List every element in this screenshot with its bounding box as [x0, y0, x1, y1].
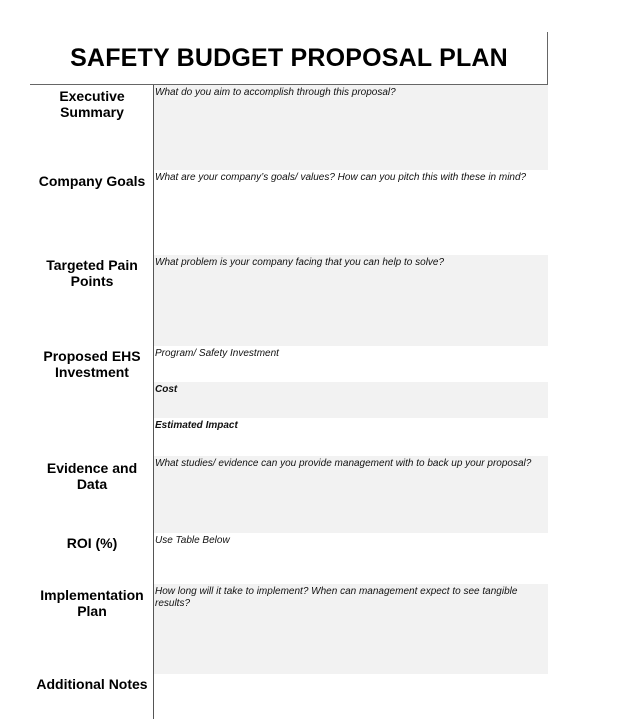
- additional-notes-label: Additional Notes: [36, 676, 148, 692]
- roi-label: ROI (%): [66, 535, 118, 551]
- ehs-investment-label: Proposed EHS Investment: [43, 348, 141, 380]
- company-goals-label: Company Goals: [38, 173, 146, 189]
- executive-summary-field[interactable]: What do you aim to accomplish through this proposal?: [154, 85, 548, 170]
- roi-field[interactable]: Use Table Below: [155, 535, 230, 546]
- ehs-program-field[interactable]: Program/ Safety Investment: [155, 348, 279, 359]
- page-title: SAFETY BUDGET PROPOSAL PLAN: [70, 44, 508, 72]
- ehs-impact-field[interactable]: Estimated Impact: [155, 420, 238, 431]
- ehs-cost-field[interactable]: Cost: [154, 382, 548, 418]
- pain-points-label: Targeted Pain Points: [46, 257, 138, 289]
- pain-points-field[interactable]: What problem is your company facing that you can help to solve?: [154, 255, 548, 346]
- additional-notes-field[interactable]: [154, 674, 548, 719]
- implementation-label: Implementation Plan: [40, 587, 144, 619]
- executive-summary-label: Executive Summary: [59, 88, 125, 120]
- evidence-field[interactable]: What studies/ evidence can you provide management with to back up your proposal?: [154, 456, 548, 533]
- evidence-label: Evidence and Data: [46, 460, 138, 492]
- implementation-field[interactable]: How long will it take to implement? When can management expect to see tangible results?: [154, 584, 548, 674]
- company-goals-field[interactable]: What are your company’s goals/ values? How can you pitch this with these in mind?: [155, 172, 527, 183]
